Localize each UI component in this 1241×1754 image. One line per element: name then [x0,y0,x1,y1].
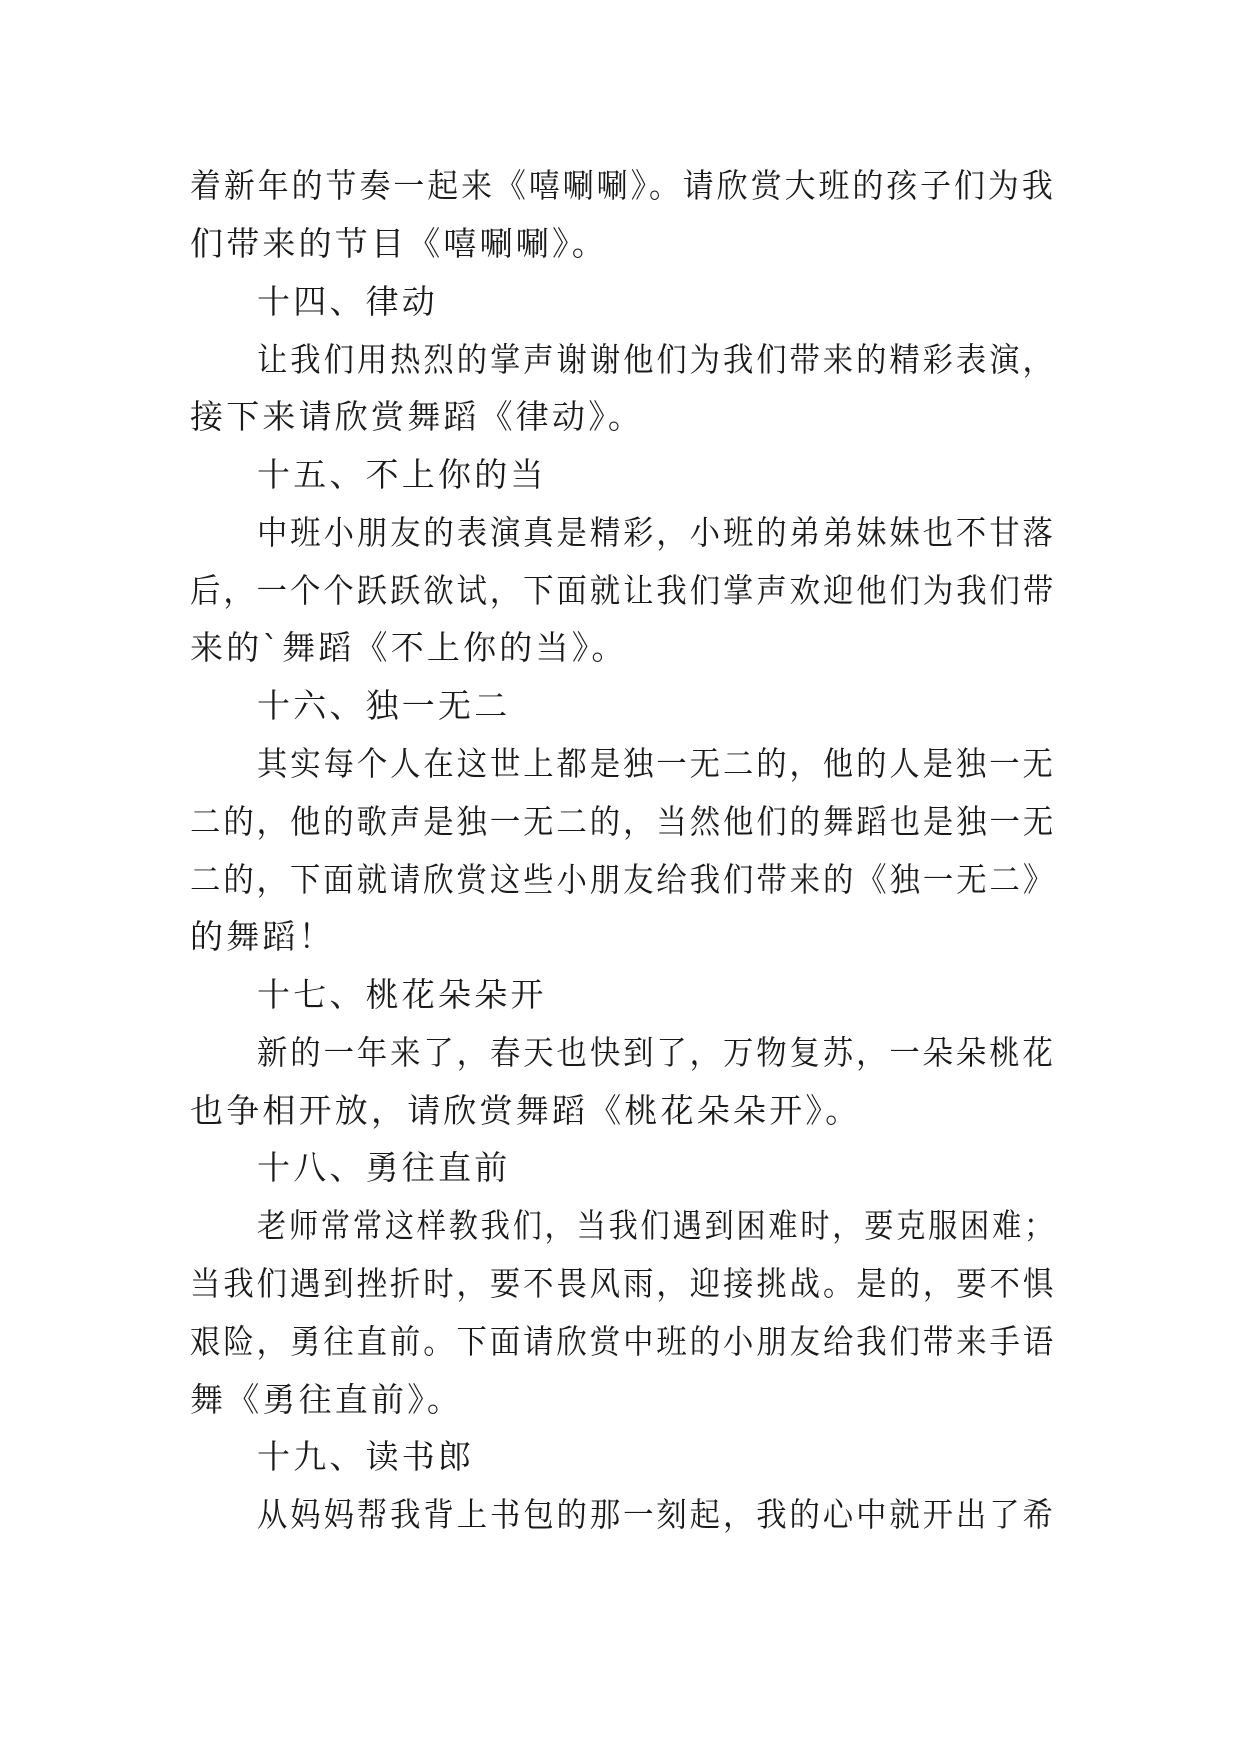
section-heading: 十六、独一无二 [257,686,511,725]
paragraph-line: 老师常常这样教我们，当我们遇到困难时，要克服困难； [257,1206,1057,1245]
paragraph-line: 接下来请欣赏舞蹈《律动》。 [190,397,645,436]
section-heading: 十五、不上你的当 [257,455,547,494]
paragraph-line: 的舞蹈！ [190,917,335,956]
paragraph-line: 艰险，勇往直前。下面请欣赏中班的小朋友给我们带来手语 [190,1322,1057,1361]
section-heading: 十八、勇往直前 [257,1148,511,1187]
paragraph-line: 二的，他的歌声是独一无二的，当然他们的舞蹈也是独一无 [190,802,1057,841]
paragraph-line: 其实每个人在这世上都是独一无二的，他的人是独一无 [257,744,1056,783]
paragraph-line: 也争相开放，请欣赏舞蹈《桃花朵朵开》。 [190,1091,862,1130]
paragraph-line: 新的一年来了，春天也快到了，万物复苏，一朵朵桃花 [257,1033,1056,1072]
paragraph-line: 中班小朋友的表演真是精彩，小班的弟弟妹妹也不甘落 [257,513,1056,552]
paragraph-line: 们带来的节目《嘻唰唰》。 [190,224,608,263]
paragraph-line: 舞《勇往直前》。 [190,1380,464,1419]
paragraph-line: 来的`舞蹈《不上你的当》。 [190,628,628,667]
section-heading: 十九、读书郎 [257,1437,475,1476]
paragraph-line: 让我们用热烈的掌声谢谢他们为我们带来的精彩表演， [257,340,1056,379]
section-heading: 十七、桃花朵朵开 [257,975,547,1014]
paragraph-line: 着新年的节奏一起来《嘻唰唰》。请欣赏大班的孩子们为我 [190,166,1056,205]
paragraph-line: 当我们遇到挫折时，要不畏风雨，迎接挑战。是的，要不惧 [190,1264,1057,1303]
paragraph-line: 从妈妈帮我背上书包的那一刻起，我的心中就开出了希 [257,1495,1056,1534]
section-heading: 十四、律动 [257,282,438,321]
paragraph-line: 二的，下面就请欣赏这些小朋友给我们带来的《独一无二》 [190,860,1057,899]
paragraph-line: 后，一个个跃跃欲试，下面就让我们掌声欢迎他们为我们带 [190,571,1057,610]
